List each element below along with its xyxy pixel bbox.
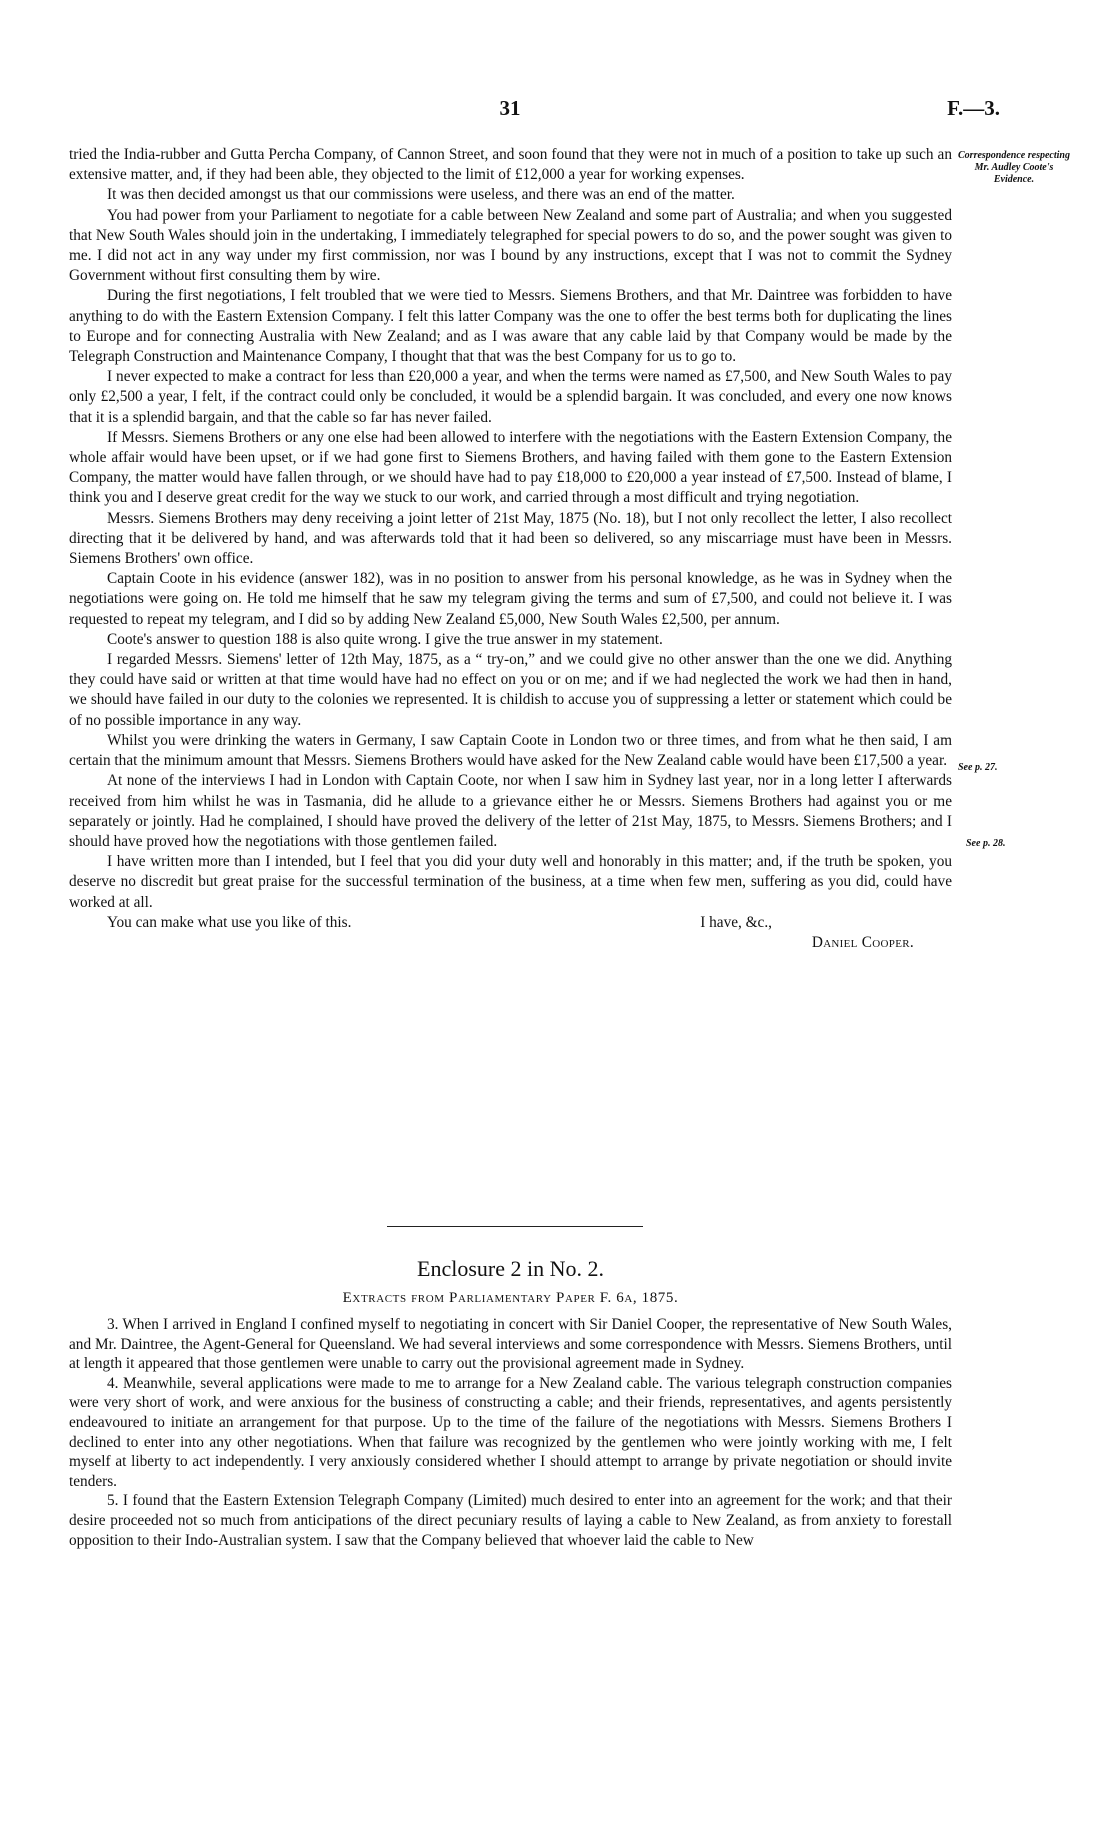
letter-paragraph: tried the India-rubber and Gutta Percha Company, of Cannon Street, and soon found that they were not in much of a position to take up such an extensive matter, and, if they had been able, they objected to the limit of £12,000 a year for working expenses. [69, 146, 952, 184]
margin-note-correspondence: Correspondence respecting Mr. Audley Coote's Evidence. [958, 150, 1070, 185]
letter-paragraph: Whilst you were drinking the waters in Germany, I saw Captain Coote in London two or three times, and from what he then said, I am certain that the minimum amount that Messrs. Siemens Brothers would have asked for the New Zealand cable would have been £17,500 a year. [69, 731, 952, 770]
enclosure-paragraph: 3. When I arrived in England I confined myself to negotiating in concert with Sir Daniel Cooper, the representative of New South Wales, and Mr. Daintree, the Agent-General for Queensland. We had several interviews and some correspondence with Messrs. Siemens Brothers, until at length it appeared that those gentlemen were unable to carry out the provisional agreement made in Sydney. [69, 1316, 952, 1373]
letter-paragraph: Captain Coote in his evidence (answer 182), was in no position to answer from his personal knowledge, as he was in Sydney when the negotiations were going on. He told me himself that he saw my telegram giving the terms and sum of £7,500, and could not believe it. I was requested to repeat my telegram, and I did so by adding New Zealand £5,000, New South Wales £2,500, per annum. [69, 570, 952, 628]
letter-paragraph: I regarded Messrs. Siemens' letter of 12th May, 1875, as a “ try-on,” and we could give no other answer than the one we did. Anything they could have said or written at that time would have had no effect on you or on me; and if we had neglected the work we had then in hand, we should have failed in our duty to the colonies we represented. It is childish to accuse you of suppressing a letter or statement which could be of no possible importance in any way. [69, 651, 952, 729]
letter-paragraph: At none of the interviews I had in London with Captain Coote, nor when I saw him in Sydney last year, nor in a long letter I afterwards received from him whilst he was in Tasmania, did he allude to a grievance either he or Messrs. Siemens Brothers had against you or me separately or jointly. Had he complained, I should have proved the delivery of the letter of 21st May, 1875, to Messrs. Siemens Brothers; and I should have proved how the negotiations with those gentlemen failed. [69, 772, 952, 850]
closing-right: I have, &c., [700, 913, 772, 931]
enclosure-paragraph: 5. I found that the Eastern Extension Telegraph Company (Limited) much desired to enter into an agreement for the work; and that their desire proceeded not so much from anticipations of the direct pecuniary results of laying a cable to New Zealand, as from anxiety to forestall opposition to their Indo-Australian system. I saw that the Company believed that whoever laid the cable to New [69, 1492, 952, 1549]
margin-note-see-p28: See p. 28. [966, 838, 1006, 849]
letter-paragraph: Coote's answer to question 188 is also quite wrong. I give the true answer in my statement. [107, 630, 663, 648]
letter-paragraph: I never expected to make a contract for less than £20,000 a year, and when the terms were named as £7,500, and New South Wales to pay only £2,500 a year, I felt, if the contract could only be concluded, it would be a splendid bargain. It was concluded, and every one now knows that it is a splendid bargain, and that the cable so far has never failed. [69, 368, 952, 426]
signature: Daniel Cooper. [811, 933, 914, 951]
margin-note-see-p27: See p. 27. [958, 762, 998, 773]
closing-row [69, 913, 952, 933]
letter-paragraph: During the first negotiations, I felt troubled that we were tied to Messrs. Siemens Brothers, and that Mr. Daintree was forbidden to have anything to do with the Eastern Extension Company. I felt this latter Company was the one to offer the best terms both for duplicating the lines to Europe and for connecting Australia with New Zealand; and as I was aware that any cable laid by that Company would be made by the Telegraph Construction and Maintenance Company, I thought that that was the best Company for us to go to. [69, 287, 952, 366]
page-number: 31 [499, 96, 521, 120]
letter-body [69, 145, 952, 953]
letter-paragraph: It was then decided amongst us that our commissions were useless, and there was an end of the matter. [107, 186, 735, 204]
document-reference: F.—3. [947, 96, 1000, 120]
closing-left: You can make what use you like of this. [107, 913, 352, 931]
section-divider [387, 1226, 643, 1227]
enclosure-title: Enclosure 2 in No. 2. [417, 1256, 604, 1281]
enclosure-body [69, 1315, 952, 1550]
enclosure-paragraph: 4. Meanwhile, several applications were made to me to arrange for a New Zealand cable. The various telegraph construction companies were very short of work, and were anxious for the business of constructing a cable; and their friends, representatives, and agents persistently endeavoured to initiate an arrangement for that purpose. Up to the time of the failure of the negotiations with Messrs. Siemens Brothers I declined to enter into any other negotiations. When that failure was recognized by the gentlemen who were jointly working with me, I felt myself at liberty to act independently. I very anxiously considered whether I should attempt to arrange by private negotiation or should invite tenders. [69, 1374, 952, 1490]
enclosure-subtitle: Extracts from Parliamentary Paper F. 6a, 1875. [342, 1290, 679, 1306]
letter-paragraph: I have written more than I intended, but I feel that you did your duty well and honorably in this matter; and, if the truth be spoken, you deserve no discredit but great praise for the successful termination of the business, at a time when few men, suffering as you did, could have worked at all. [69, 853, 952, 911]
letter-paragraph: Messrs. Siemens Brothers may deny receiving a joint letter of 21st May, 1875 (No. 18), but I not only recollect the letter, I also recollect directing that it be delivered by hand, and was afterwards told that it had been so delivered, so any miscarriage must have been in Messrs. Siemens Brothers' own office. [69, 509, 952, 568]
letter-paragraph: If Messrs. Siemens Brothers or any one else had been allowed to interfere with the negotiations with the Eastern Extension Company, the whole affair would have been upset, or if we had gone first to Siemens Brothers, and having failed with them gone to the Eastern Extension Company, the matter would have fallen through, or we should have had to pay £18,000 to £20,000 a year instead of £7,500. Instead of blame, I think you and I deserve great credit for the way we stuck to our work, and carried through a most difficult and trying negotiation. [69, 428, 952, 507]
letter-paragraph: You had power from your Parliament to negotiate for a cable between New Zealand and some part of Australia; and when you suggested that New South Wales should join in the undertaking, I immediately telegraphed for special powers to do so, and the power sought was given to me. I did not act in any way under my first commission, nor was I bound by any instructions, except that I was not to commit the Sydney Government without first consulting them by wire. [69, 206, 952, 285]
